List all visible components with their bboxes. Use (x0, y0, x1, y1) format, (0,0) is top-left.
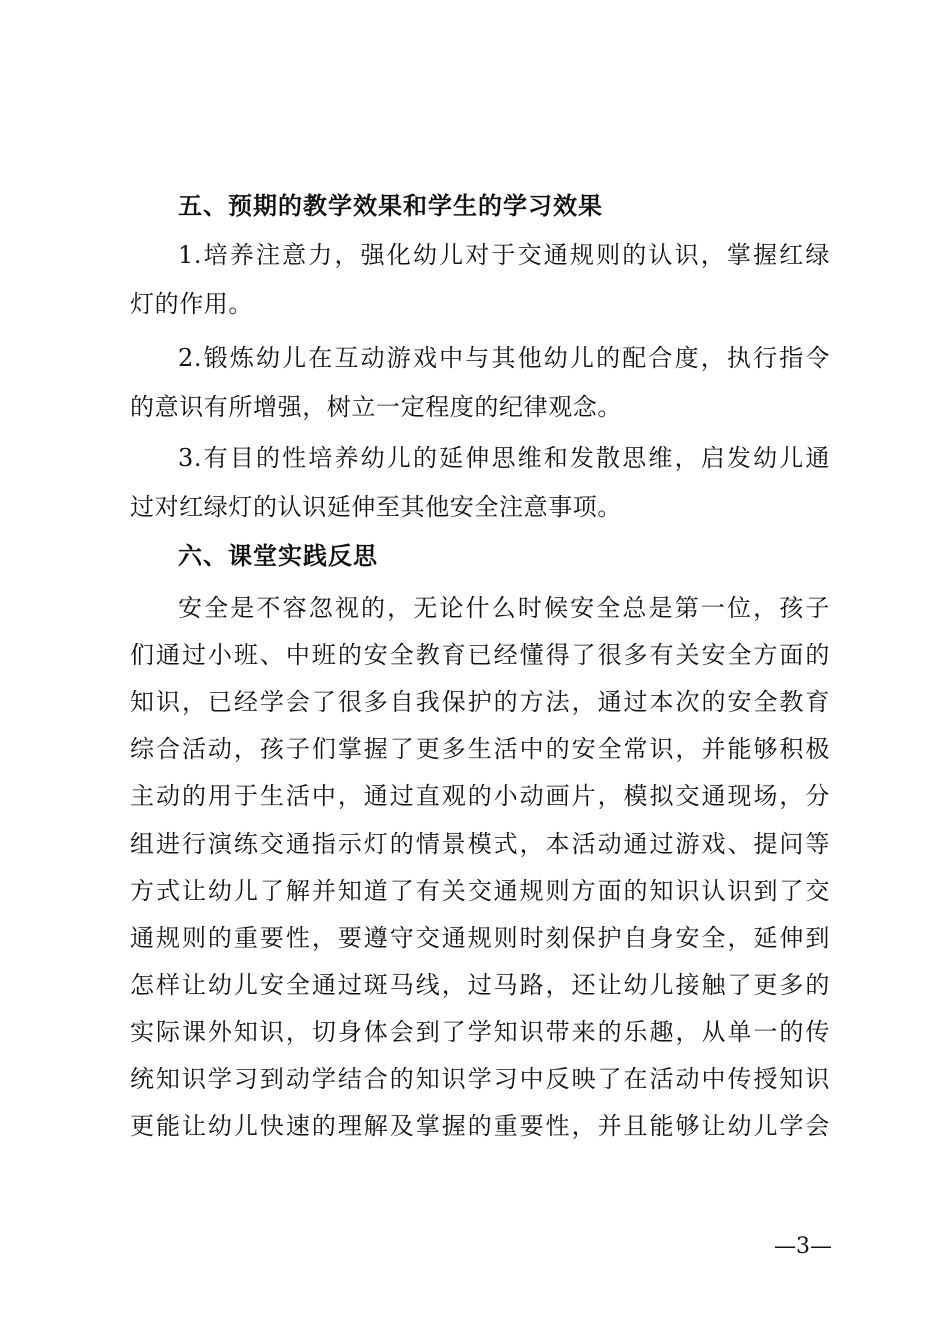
paragraph-line: 实际课外知识，切身体会到了学知识带来的乐趣，从单一的传 (130, 1018, 830, 1046)
item-3-line-2: 过对红绿灯的认识延伸至其他安全注意事项。 (130, 493, 622, 521)
section-heading-expected-effects: 五、预期的教学效果和学生的学习效果 (178, 192, 603, 220)
item-2-line-1: 2.锻炼幼儿在互动游戏中与其他幼儿的配合度，执行指令 (178, 344, 830, 372)
paragraph-line: 们通过小班、中班的安全教育已经懂得了很多有关安全方面的 (130, 641, 830, 669)
paragraph-line: 主动的用于生活中，通过直观的小动画片，模拟交通现场，分 (130, 782, 830, 810)
item-1-line-1: 1.培养注意力，强化幼儿对于交通规则的认识，掌握红绿 (178, 241, 830, 269)
paragraph-line: 知识，已经学会了很多自我保护的方法，通过本次的安全教育 (130, 688, 830, 716)
paragraph-line: 怎样让幼儿安全通过斑马线，过马路，还让幼儿接触了更多的 (130, 971, 830, 999)
paragraph-line: 安全是不容忽视的，无论什么时候安全总是第一位，孩子 (178, 594, 830, 622)
paragraph-line: 组进行演练交通指示灯的情景模式，本活动通过游戏、提问等 (130, 830, 830, 858)
item-3-line-1: 3.有目的性培养幼儿的延伸思维和发散思维，启发幼儿通 (178, 444, 830, 472)
section-heading-reflection: 六、课堂实践反思 (178, 542, 378, 570)
paragraph-line: 方式让幼儿了解并知道了有关交通规则方面的知识认识到了交 (130, 877, 830, 905)
paragraph-line: 综合活动，孩子们掌握了更多生活中的安全常识，并能够积极 (130, 735, 830, 763)
paragraph-line: 统知识学习到动学结合的知识学习中反映了在活动中传授知识 (130, 1065, 830, 1093)
paragraph-line: 通规则的重要性，要遵守交通规则时刻保护自身安全，延伸到 (130, 924, 830, 952)
page-number: —3— (774, 1234, 832, 1259)
item-2-line-2: 的意识有所增强，树立一定程度的纪律观念。 (130, 393, 622, 421)
item-1-line-2: 灯的作用。 (130, 290, 253, 318)
paragraph-line: 更能让幼儿快速的理解及掌握的重要性，并且能够让幼儿学会 (130, 1112, 830, 1140)
